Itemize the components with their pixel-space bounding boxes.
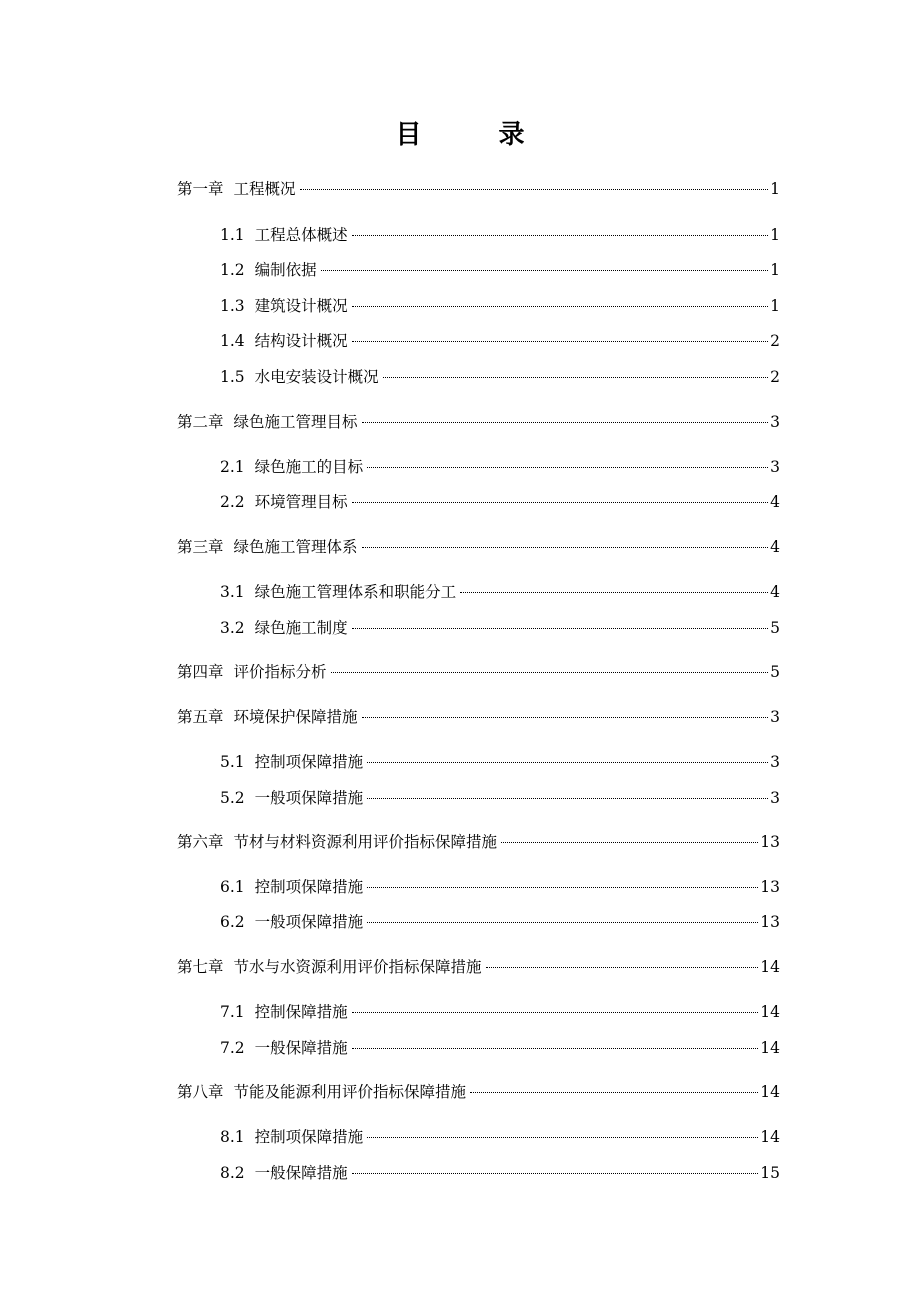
toc-entry-page-number: 1 <box>770 297 780 315</box>
dot-leader <box>367 887 758 888</box>
toc-entry-page-number: 13 <box>760 833 780 851</box>
toc-entry-label: 控制项保障措施 <box>254 1128 364 1146</box>
toc-entry-label: 绿色施工管理体系 <box>233 538 358 556</box>
dot-leader <box>367 762 768 763</box>
dot-leader <box>367 922 758 923</box>
dot-leader <box>367 798 768 799</box>
toc-entry-label: 一般项保障措施 <box>254 913 364 931</box>
toc-entry-number: 7.1 <box>220 1003 245 1021</box>
toc-section-entry[interactable] <box>220 366 780 388</box>
toc-entry-label: 绿色施工的目标 <box>254 458 364 476</box>
toc-entry-label: 一般保障措施 <box>254 1164 348 1182</box>
toc-section-entry[interactable] <box>220 295 780 317</box>
dot-leader <box>352 1173 759 1174</box>
toc-chapter-entry[interactable] <box>177 1081 780 1103</box>
toc-entry-page-number: 14 <box>760 1003 780 1021</box>
toc-entry-page-number: 13 <box>760 878 780 896</box>
toc-entry-number: 2.2 <box>220 493 245 511</box>
toc-section-entry[interactable] <box>220 1037 780 1059</box>
toc-section-entry[interactable] <box>220 1162 780 1184</box>
toc-entry-number: 第四章 <box>177 663 224 681</box>
toc-entry-number: 3.1 <box>220 583 245 601</box>
toc-entry-label: 环境保护保障措施 <box>233 708 358 726</box>
dot-leader <box>383 377 768 378</box>
dot-leader <box>362 547 769 548</box>
toc-section-entry[interactable] <box>220 617 780 639</box>
toc-entry-page-number: 14 <box>760 1083 780 1101</box>
dot-leader <box>362 717 769 718</box>
dot-leader <box>460 592 768 593</box>
dot-leader <box>352 1048 759 1049</box>
toc-section-entry[interactable] <box>220 911 780 933</box>
toc-entry-page-number: 14 <box>760 1128 780 1146</box>
toc-entry-label: 结构设计概况 <box>254 332 348 350</box>
toc-section-entry[interactable] <box>220 224 780 246</box>
toc-entry-number: 1.3 <box>220 297 245 315</box>
toc-entry-number: 5.1 <box>220 753 245 771</box>
toc-entry-label: 节材与材料资源利用评价指标保障措施 <box>233 833 498 851</box>
toc-entry-number: 2.1 <box>220 458 245 476</box>
toc-section-entry[interactable] <box>220 787 780 809</box>
toc-entry-page-number: 14 <box>760 958 780 976</box>
toc-entry-label: 绿色施工管理体系和职能分工 <box>254 583 457 601</box>
toc-entry-label: 控制保障措施 <box>254 1003 348 1021</box>
toc-chapter-entry[interactable] <box>177 831 780 853</box>
toc-section-entry[interactable] <box>220 1001 780 1023</box>
dot-leader <box>367 1137 758 1138</box>
toc-entry-number: 第八章 <box>177 1083 224 1101</box>
dot-leader <box>501 842 758 843</box>
toc-entry-page-number: 3 <box>770 458 780 476</box>
dot-leader <box>352 502 768 503</box>
dot-leader <box>352 341 768 342</box>
toc-entry-page-number: 3 <box>770 413 780 431</box>
toc-section-entry[interactable] <box>220 1126 780 1148</box>
dot-leader <box>352 235 768 236</box>
dot-leader <box>486 967 759 968</box>
toc-entry-number: 7.2 <box>220 1039 245 1057</box>
toc-section-entry[interactable] <box>220 491 780 513</box>
toc-entry-number: 6.1 <box>220 878 245 896</box>
toc-entry-page-number: 13 <box>760 913 780 931</box>
toc-entry-label: 绿色施工管理目标 <box>233 413 358 431</box>
toc-entry-number: 第二章 <box>177 413 224 431</box>
toc-entry-number: 第七章 <box>177 958 224 976</box>
toc-entry-number: 第三章 <box>177 538 224 556</box>
toc-chapter-entry[interactable] <box>177 178 780 200</box>
toc-entry-page-number: 4 <box>770 583 780 601</box>
toc-entry-number: 5.2 <box>220 789 245 807</box>
toc-entry-number: 第六章 <box>177 833 224 851</box>
toc-entry-page-number: 14 <box>760 1039 780 1057</box>
toc-chapter-entry[interactable] <box>177 411 780 433</box>
toc-chapter-entry[interactable] <box>177 661 780 683</box>
toc-entry-page-number: 1 <box>770 226 780 244</box>
dot-leader <box>367 467 768 468</box>
toc-chapter-entry[interactable] <box>177 956 780 978</box>
page-title: 目 录 <box>395 120 559 150</box>
toc-section-entry[interactable] <box>220 330 780 352</box>
toc-entry-page-number: 2 <box>770 332 780 350</box>
toc-entry-number: 1.5 <box>220 368 245 386</box>
toc-entry-number: 第一章 <box>177 180 224 198</box>
toc-entry-label: 工程概况 <box>233 180 296 198</box>
toc-entry-number: 6.2 <box>220 913 245 931</box>
toc-entry-label: 编制依据 <box>254 261 317 279</box>
toc-entry-page-number: 15 <box>760 1164 780 1182</box>
dot-leader <box>352 306 768 307</box>
toc-entry-number: 1.1 <box>220 226 245 244</box>
toc-entry-page-number: 4 <box>770 493 780 511</box>
dot-leader <box>362 422 769 423</box>
dot-leader <box>470 1092 758 1093</box>
toc-section-entry[interactable] <box>220 581 780 603</box>
toc-entry-label: 一般保障措施 <box>254 1039 348 1057</box>
toc-chapter-entry[interactable] <box>177 536 780 558</box>
toc-entry-label: 节水与水资源利用评价指标保障措施 <box>233 958 482 976</box>
toc-entry-label: 一般项保障措施 <box>254 789 364 807</box>
toc-entry-label: 建筑设计概况 <box>254 297 348 315</box>
toc-entry-number: 8.1 <box>220 1128 245 1146</box>
toc-entry-label: 控制项保障措施 <box>254 753 364 771</box>
toc-entry-page-number: 2 <box>770 368 780 386</box>
toc-entry-number: 第五章 <box>177 708 224 726</box>
toc-section-entry[interactable] <box>220 876 780 898</box>
toc-entry-page-number: 5 <box>770 619 780 637</box>
dot-leader <box>300 189 769 190</box>
toc-entry-page-number: 4 <box>770 538 780 556</box>
toc-entry-page-number: 1 <box>770 180 780 198</box>
toc-entry-page-number: 1 <box>770 261 780 279</box>
toc-entry-label: 评价指标分析 <box>233 663 327 681</box>
toc-entry-label: 控制项保障措施 <box>254 878 364 896</box>
toc-entry-page-number: 5 <box>770 663 780 681</box>
toc-section-entry[interactable] <box>220 456 780 478</box>
dot-leader <box>352 1012 759 1013</box>
toc-entry-label: 水电安装设计概况 <box>254 368 379 386</box>
dot-leader <box>331 672 769 673</box>
toc-chapter-entry[interactable] <box>177 706 780 728</box>
toc-entry-number: 8.2 <box>220 1164 245 1182</box>
toc-section-entry[interactable] <box>220 751 780 773</box>
toc-entry-number: 3.2 <box>220 619 245 637</box>
toc-section-entry[interactable] <box>220 259 780 281</box>
dot-leader <box>321 270 768 271</box>
toc-entry-page-number: 3 <box>770 708 780 726</box>
toc-entry-label: 节能及能源利用评价指标保障措施 <box>233 1083 467 1101</box>
toc-entry-number: 1.2 <box>220 261 245 279</box>
toc-entry-label: 绿色施工制度 <box>254 619 348 637</box>
toc-entry-label: 工程总体概述 <box>254 226 348 244</box>
toc-entry-page-number: 3 <box>770 753 780 771</box>
dot-leader <box>352 628 768 629</box>
toc-entry-label: 环境管理目标 <box>254 493 348 511</box>
toc-entry-page-number: 3 <box>770 789 780 807</box>
toc-entry-number: 1.4 <box>220 332 245 350</box>
